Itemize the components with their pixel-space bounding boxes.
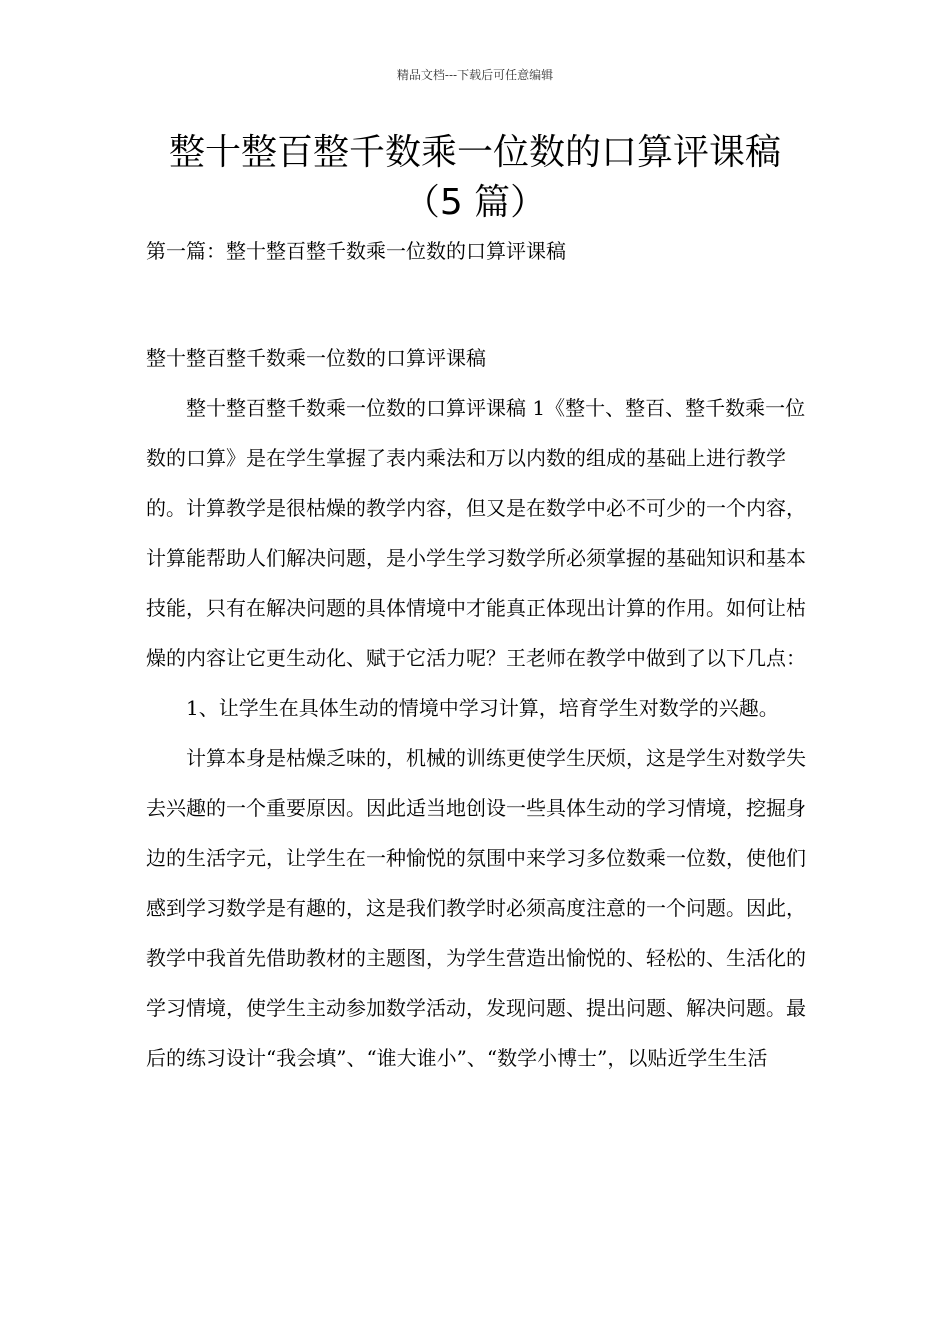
title-line-2: （5 篇） <box>403 182 547 223</box>
header-note: 精品文档---下载后可任意编辑 <box>396 68 554 82</box>
paragraph-2: 1、让学生在具体生动的情境中学习计算，培育学生对数学的兴趣。 <box>186 696 779 720</box>
document-title <box>100 128 850 228</box>
paragraph-3: 计算本身是枯燥乏味的，机械的训练更使学生厌烦，这是学生对数学失去兴趣的一个重要原因。因此适当地创设一些具体生动的学习情境，挖掘身边的生活字元，让学生在一种愉悦的氛围中来学习多位数乘一位数，使他们感到学习数学是有趣的，这是我们教学时必须高度注意的一个问题。因此，教学中我首先借助教材的主题图，为学生营造出愉悦的、轻松的、生活化的学习情境，使学生主动参加数学活动，发现问题、提出问题、解决问题。最后的练习设计“我会填”、“谁大谁小”、“数学小博士”，以贴近学生生活 <box>146 746 806 1070</box>
title-line-1: 整十整百整千数乘一位数的口算评课稿 <box>168 132 781 173</box>
section-heading: 第一篇：整十整百整千数乘一位数的口算评课稿 <box>146 239 566 263</box>
subtitle: 整十整百整千数乘一位数的口算评课稿 <box>146 346 486 370</box>
body-text <box>146 333 810 1083</box>
paragraph-1: 整十整百整千数乘一位数的口算评课稿 1《整十、整百、整千数乘一位数的口算》是在学生掌握了表内乘法和万以内数的组成的基础上进行教学的。计算教学是很枯燥的教学内容，但又是在数学中必不可少的一个内容，计算能帮助人们解决问题，是小学生学习数学所必须掌握的基础知识和基本技能，只有在解决问题的具体情境中才能真正体现出计算的作用。如何让枯燥的内容让它更生动化、赋于它活力呢？王老师在教学中做到了以下几点： <box>146 396 806 670</box>
